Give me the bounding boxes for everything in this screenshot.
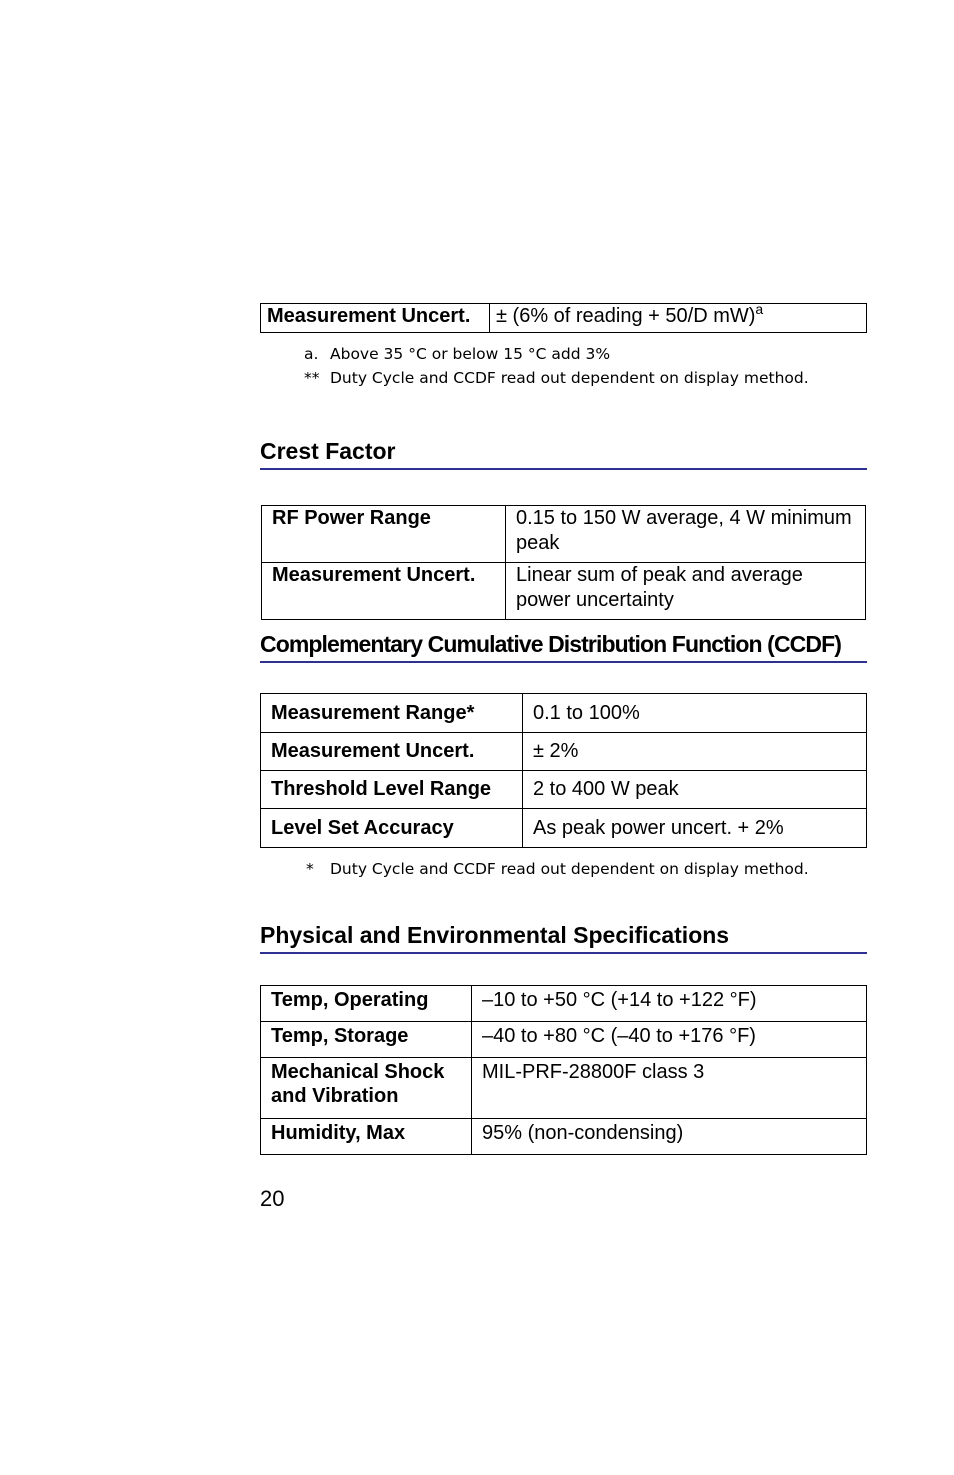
row-value: –40 to +80 °C (–40 to +176 °F) [472, 1022, 867, 1058]
row-label: RF Power Range [262, 506, 506, 563]
table-row [261, 771, 867, 809]
footnote-a [304, 342, 824, 366]
footnote-duty-cycle [304, 366, 824, 390]
row-value [490, 301, 867, 333]
row-label: Measurement Uncert. [261, 733, 523, 771]
footnote-ref: a [755, 301, 764, 317]
row-value: 95% (non-condensing) [472, 1119, 867, 1155]
physical-specs-heading: Physical and Environmental Specifications [260, 920, 867, 954]
table-row [261, 1058, 867, 1119]
crest-factor-heading: Crest Factor [260, 436, 867, 470]
footnote-text: Above 35 °C or below 15 °C add 3% [330, 345, 611, 363]
row-value: 0.1 to 100% [523, 694, 867, 733]
row-label: Humidity, Max [261, 1119, 472, 1155]
table-row [261, 304, 867, 333]
footnote-marker: a. [304, 345, 319, 363]
footnote-marker: * [306, 860, 314, 878]
footnote-marker: ** [304, 369, 320, 387]
row-value: ± 2% [523, 733, 867, 771]
row-label: Measurement Uncert. [261, 304, 490, 333]
footnote-text: Duty Cycle and CCDF read out dependent on display method. [330, 860, 809, 878]
table-row [262, 506, 866, 563]
row-label: Measurement Range* [261, 694, 523, 733]
row-label: Mechanical Shock and Vibration [261, 1058, 472, 1119]
row-label: Temp, Operating [261, 986, 472, 1022]
ccdf-heading: Complementary Cumulative Distribution Function (CCDF) [260, 629, 867, 663]
row-label: Threshold Level Range [261, 771, 523, 809]
footnote-ccdf [304, 857, 824, 881]
measurement-uncert-table [260, 303, 867, 333]
row-value: Linear sum of peak and average power uncertainty [506, 563, 866, 620]
row-label: Level Set Accuracy [261, 809, 523, 848]
row-label: Measurement Uncert. [262, 563, 506, 620]
table-row [261, 1022, 867, 1058]
table-row [261, 694, 867, 733]
physical-specs-table [260, 985, 867, 1155]
row-value: MIL-PRF-28800F class 3 [472, 1058, 867, 1119]
table-row [261, 809, 867, 848]
crest-factor-table [261, 505, 866, 620]
row-value: As peak power uncert. + 2% [523, 809, 867, 848]
table-row [261, 1119, 867, 1155]
ccdf-table [260, 693, 867, 848]
value-text: ± (6% of reading + 50/D mW) [496, 305, 756, 327]
table-row [261, 733, 867, 771]
row-value: 2 to 400 W peak [523, 771, 867, 809]
table-row [261, 986, 867, 1022]
row-label: Temp, Storage [261, 1022, 472, 1058]
row-value: 0.15 to 150 W average, 4 W minimum peak [506, 506, 866, 563]
table-row [262, 563, 866, 620]
page-number: 20 [260, 1186, 285, 1211]
footnote-text: Duty Cycle and CCDF read out dependent on display method. [330, 369, 809, 387]
row-value: –10 to +50 °C (+14 to +122 °F) [472, 986, 867, 1022]
